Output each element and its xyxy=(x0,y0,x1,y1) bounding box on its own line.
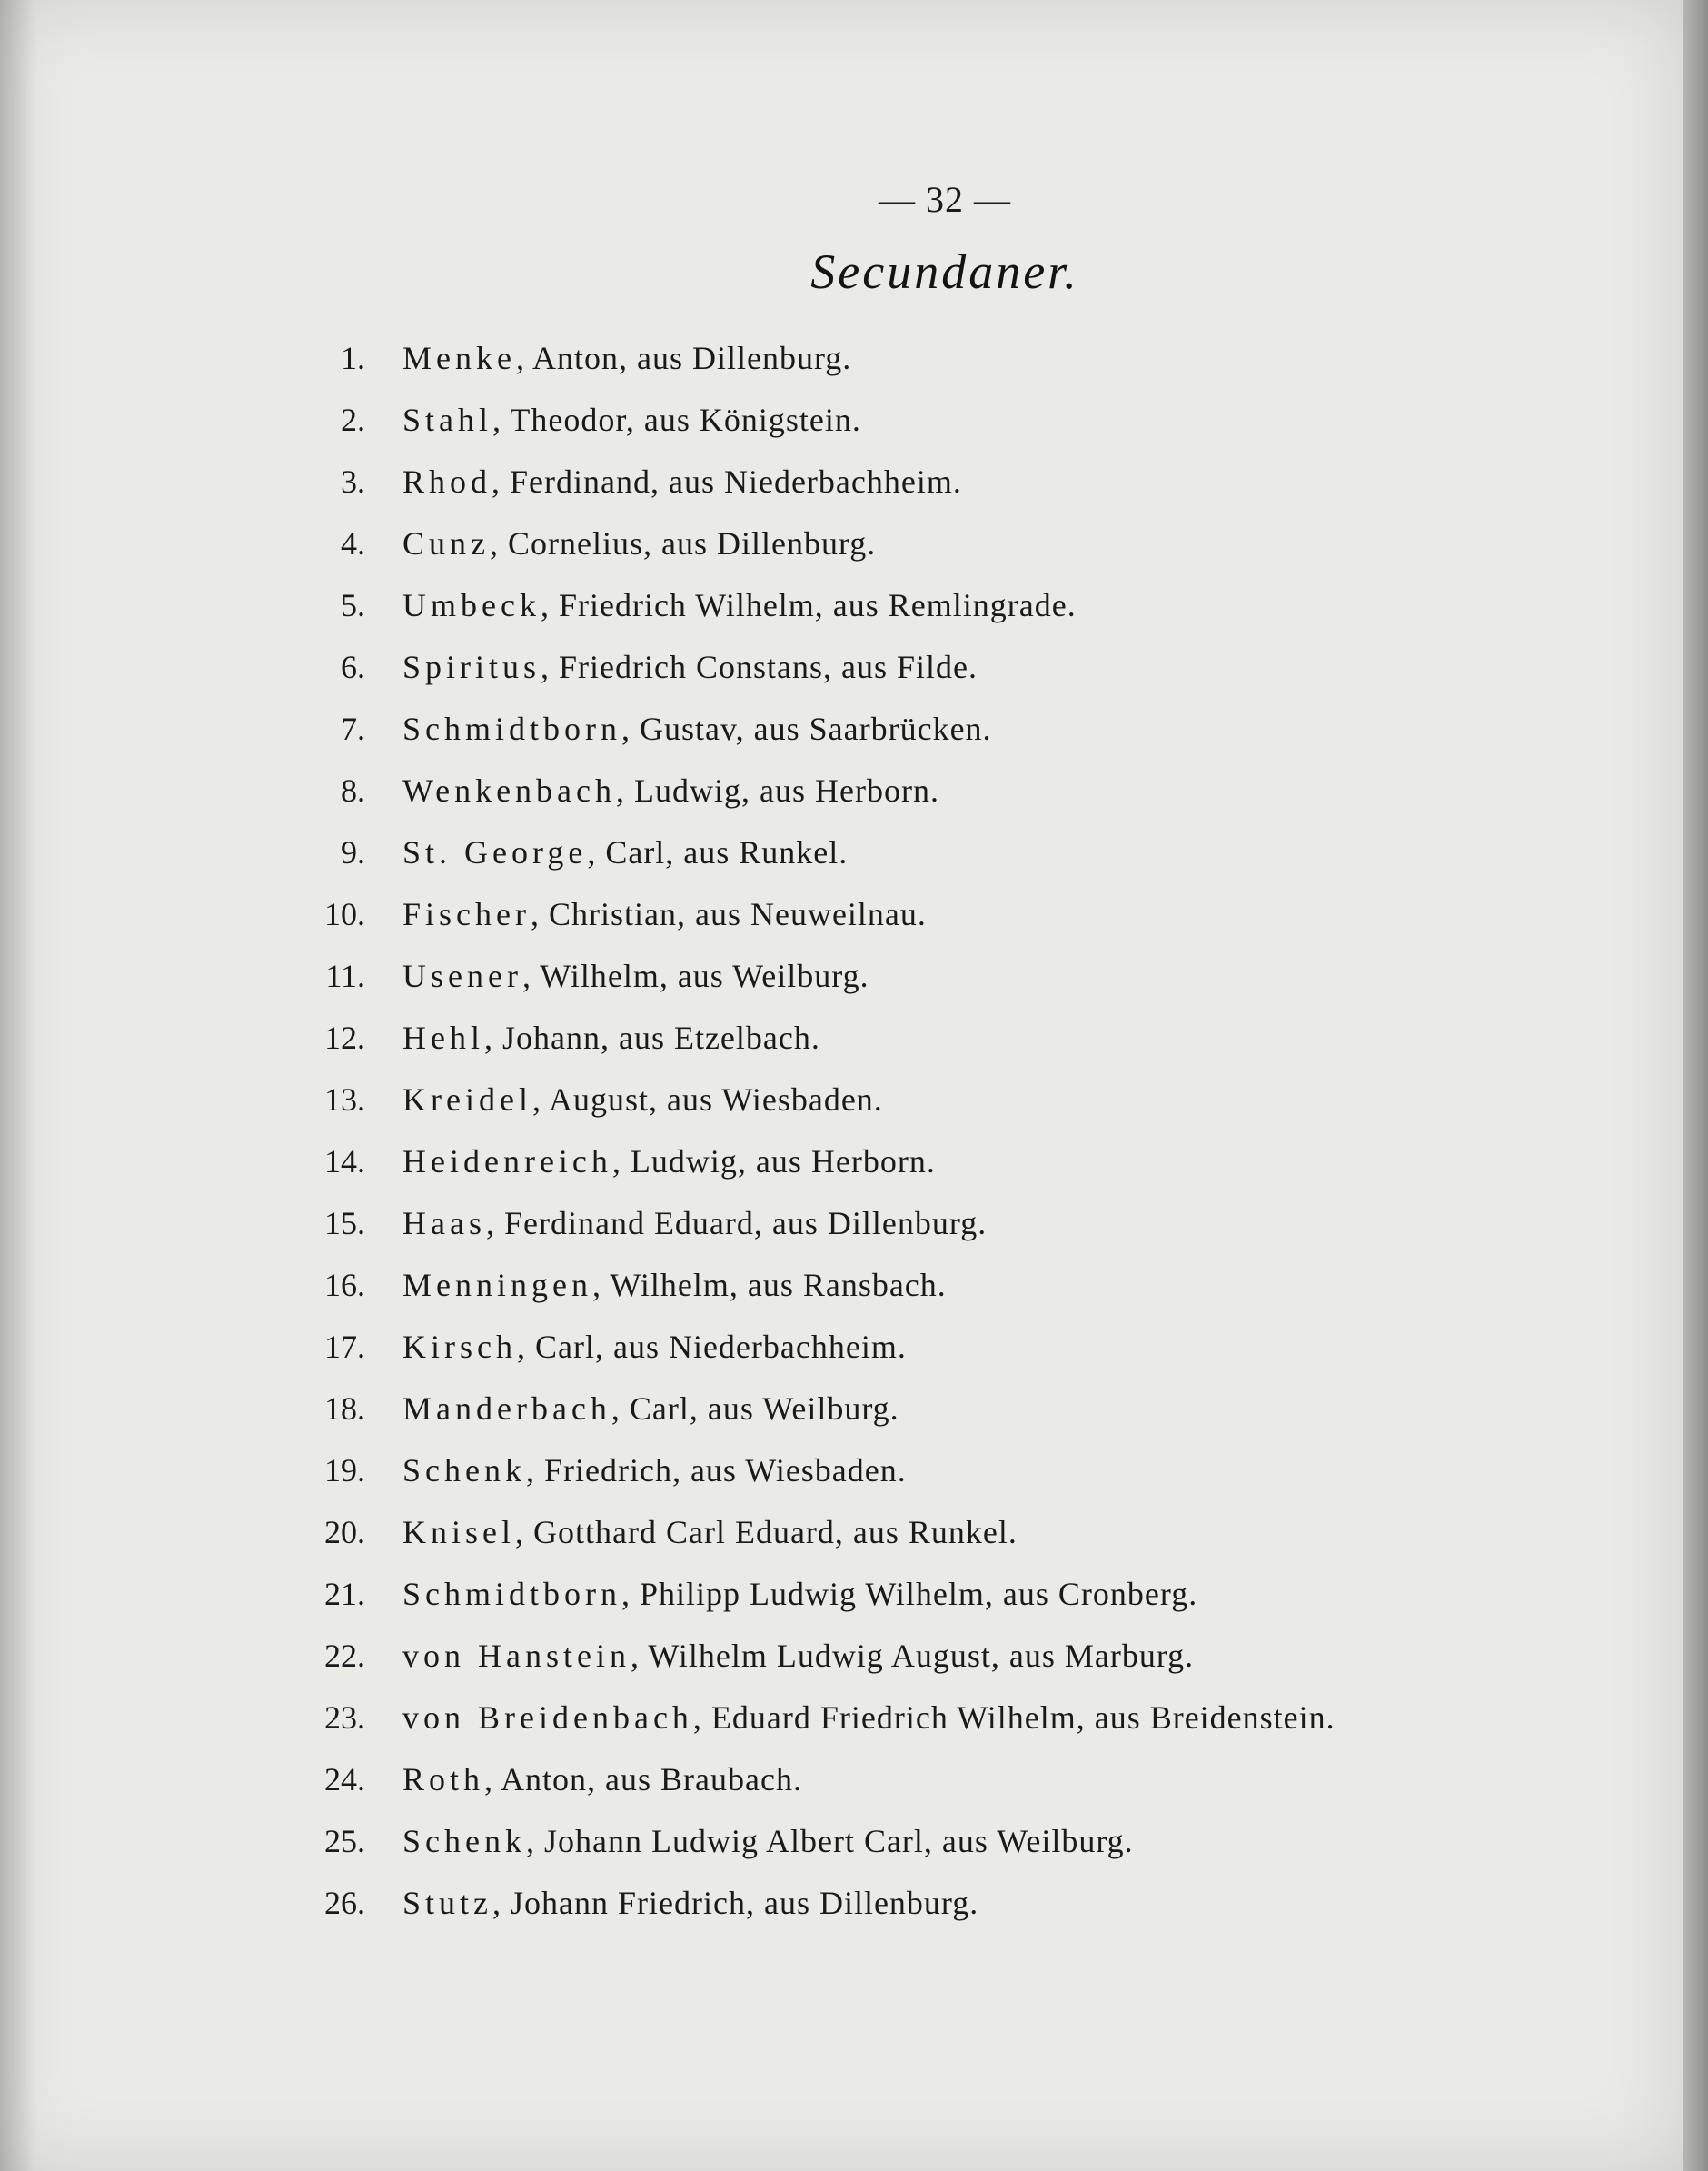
entry-surname: Menningen xyxy=(402,1267,592,1303)
entry-details: , Ludwig, aus Herborn. xyxy=(616,772,939,809)
entry-number: 7. xyxy=(341,711,365,747)
entry-text xyxy=(402,1439,907,1501)
entry-number: 11. xyxy=(325,958,365,994)
entry-number: 23. xyxy=(324,1699,365,1736)
entry-details: , Friedrich Constans, aus Filde. xyxy=(541,649,978,685)
entry-number: 20. xyxy=(324,1514,365,1550)
entry-surname: Cunz xyxy=(402,525,490,562)
entry-text xyxy=(402,1316,907,1378)
entry-text xyxy=(402,1069,883,1130)
list-item xyxy=(309,574,1599,636)
entry-surname: Schenk xyxy=(402,1452,526,1489)
entry-text xyxy=(402,1007,820,1069)
entry-surname: Manderbach xyxy=(402,1390,611,1427)
entry-text xyxy=(402,1378,899,1439)
entry-details: , Johann, aus Etzelbach. xyxy=(483,1020,820,1056)
entry-details: , Johann Ludwig Albert Carl, aus Weilburg. xyxy=(525,1823,1134,1859)
entry-number: 25. xyxy=(324,1823,365,1859)
list-item xyxy=(309,1316,1599,1378)
entry-text xyxy=(402,1748,802,1810)
entry-text xyxy=(402,389,861,451)
entry-text xyxy=(402,327,851,389)
entry-details: , Johann Friedrich, aus Dillenburg. xyxy=(492,1885,979,1921)
entry-details: , Eduard Friedrich Wilhelm, aus Breidenstein. xyxy=(692,1699,1336,1736)
entry-number: 21. xyxy=(324,1576,365,1612)
entry-text xyxy=(402,1625,1194,1687)
entry-number: 6. xyxy=(341,649,365,685)
entry-details: , Anton, aus Braubach. xyxy=(484,1761,802,1798)
entry-surname: Stahl xyxy=(402,402,493,438)
entry-surname: Hehl xyxy=(402,1020,484,1056)
entry-number: 22. xyxy=(324,1638,365,1674)
entry-number: 4. xyxy=(341,525,365,562)
entry-details: , Anton, aus Dillenburg. xyxy=(515,340,852,376)
entry-details: , Wilhelm, aus Weilburg. xyxy=(521,958,869,994)
entry-number: 24. xyxy=(324,1761,365,1798)
entry-text xyxy=(402,1130,936,1192)
entry-details: , Carl, aus Runkel. xyxy=(587,834,849,871)
book-spine-edge xyxy=(1683,0,1708,2171)
entry-number: 13. xyxy=(324,1081,365,1118)
list-item xyxy=(309,760,1599,822)
list-item xyxy=(309,1007,1599,1069)
list-item xyxy=(309,327,1599,389)
list-item xyxy=(309,822,1599,883)
list-item xyxy=(309,636,1599,698)
entry-text xyxy=(402,945,869,1007)
entry-text xyxy=(402,1872,978,1934)
list-item xyxy=(309,1625,1599,1687)
entry-text xyxy=(402,822,848,883)
entry-number: 9. xyxy=(341,834,365,871)
entry-number: 8. xyxy=(341,772,365,809)
entry-surname: Rhod xyxy=(402,463,492,500)
entry-number: 5. xyxy=(341,587,365,623)
list-item xyxy=(309,1563,1599,1625)
entry-surname: Roth xyxy=(402,1761,485,1798)
entry-surname: Schmidtborn xyxy=(402,711,621,747)
list-item xyxy=(309,1192,1599,1254)
entry-details: , Theodor, aus Königstein. xyxy=(492,402,861,438)
list-item xyxy=(309,1501,1599,1563)
list-item xyxy=(309,1687,1599,1748)
entry-text xyxy=(402,513,876,574)
entry-text xyxy=(402,1254,947,1316)
entry-text xyxy=(402,1810,1134,1872)
entry-details: , Ludwig, aus Herborn. xyxy=(611,1143,936,1180)
list-item xyxy=(309,1439,1599,1501)
list-item xyxy=(309,1872,1599,1934)
entry-details: , Ferdinand, aus Niederbachheim. xyxy=(492,463,962,500)
list-item xyxy=(309,1069,1599,1130)
entry-number: 10. xyxy=(324,896,365,932)
page-heading: Secundaner. xyxy=(810,244,1079,299)
entry-text xyxy=(402,636,978,698)
entry-number: 3. xyxy=(341,463,365,500)
entry-number: 14. xyxy=(324,1143,365,1180)
entry-number: 17. xyxy=(324,1329,365,1365)
list-item xyxy=(309,1254,1599,1316)
list-item xyxy=(309,698,1599,760)
list-item xyxy=(309,389,1599,451)
list-item xyxy=(309,451,1599,513)
entry-number: 12. xyxy=(324,1020,365,1056)
entry-surname: Stutz xyxy=(402,1885,493,1921)
entry-details: , Gotthard Carl Eduard, aus Runkel. xyxy=(515,1514,1018,1550)
entry-details: , Wilhelm Ludwig August, aus Marburg. xyxy=(630,1638,1195,1674)
entry-text xyxy=(402,698,992,760)
entry-details: , Cornelius, aus Dillenburg. xyxy=(490,525,877,562)
entry-surname: Haas xyxy=(402,1205,486,1241)
entry-surname: Kreidel xyxy=(402,1081,532,1118)
list-item xyxy=(309,945,1599,1007)
entry-number: 19. xyxy=(324,1452,365,1489)
entry-surname: Heidenreich xyxy=(402,1143,612,1180)
entry-number: 16. xyxy=(324,1267,365,1303)
entry-surname: Kirsch xyxy=(402,1329,517,1365)
list-item xyxy=(309,1810,1599,1872)
entry-text xyxy=(402,451,962,513)
entry-surname: Knisel xyxy=(402,1514,515,1550)
entry-surname: Schenk xyxy=(402,1823,526,1859)
entry-details: , Carl, aus Weilburg. xyxy=(611,1390,899,1427)
entry-text xyxy=(402,1192,987,1254)
list-item xyxy=(309,883,1599,945)
entry-surname: Wenkenbach xyxy=(402,772,617,809)
entry-number: 15. xyxy=(324,1205,365,1241)
list-item xyxy=(309,1130,1599,1192)
entry-surname: Usener xyxy=(402,958,522,994)
page-number: — 32 — xyxy=(879,179,1011,220)
entry-details: , Gustav, aus Saarbrücken. xyxy=(621,711,992,747)
entry-details: , Friedrich, aus Wiesbaden. xyxy=(525,1452,907,1489)
entry-details: , Wilhelm, aus Ransbach. xyxy=(591,1267,947,1303)
entry-details: , Friedrich Wilhelm, aus Remlingrade. xyxy=(540,587,1077,623)
page-edge-shadow xyxy=(0,0,36,2171)
entry-number: 1. xyxy=(341,340,365,376)
entry-text xyxy=(402,760,939,822)
entry-number: 26. xyxy=(324,1885,365,1921)
entry-details: , August, aus Wiesbaden. xyxy=(531,1081,883,1118)
entry-number: 18. xyxy=(324,1390,365,1427)
entry-details: , Ferdinand Eduard, aus Dillenburg. xyxy=(485,1205,988,1241)
list-item xyxy=(309,513,1599,574)
entry-surname: von Hanstein xyxy=(402,1638,631,1674)
list-item xyxy=(309,1378,1599,1439)
list-item xyxy=(309,1748,1599,1810)
entry-text xyxy=(402,1687,1336,1748)
entry-details: , Christian, aus Neuweilnau. xyxy=(530,896,927,932)
entry-details: , Philipp Ludwig Wilhelm, aus Cronberg. xyxy=(621,1576,1198,1612)
entry-text xyxy=(402,883,927,945)
entry-surname: Fischer xyxy=(402,896,531,932)
entry-surname: Schmidtborn xyxy=(402,1576,621,1612)
entry-surname: von Breidenbach xyxy=(402,1699,693,1736)
entry-surname: Spiritus xyxy=(402,649,541,685)
entry-text xyxy=(402,1563,1197,1625)
entry-surname: Menke xyxy=(402,340,516,376)
entry-number: 2. xyxy=(341,402,365,438)
entry-surname: St. George xyxy=(402,834,588,871)
entry-text xyxy=(402,1501,1018,1563)
student-list xyxy=(309,327,1599,1934)
entry-text xyxy=(402,574,1077,636)
entry-details: , Carl, aus Niederbachheim. xyxy=(516,1329,907,1365)
entry-surname: Umbeck xyxy=(402,587,541,623)
